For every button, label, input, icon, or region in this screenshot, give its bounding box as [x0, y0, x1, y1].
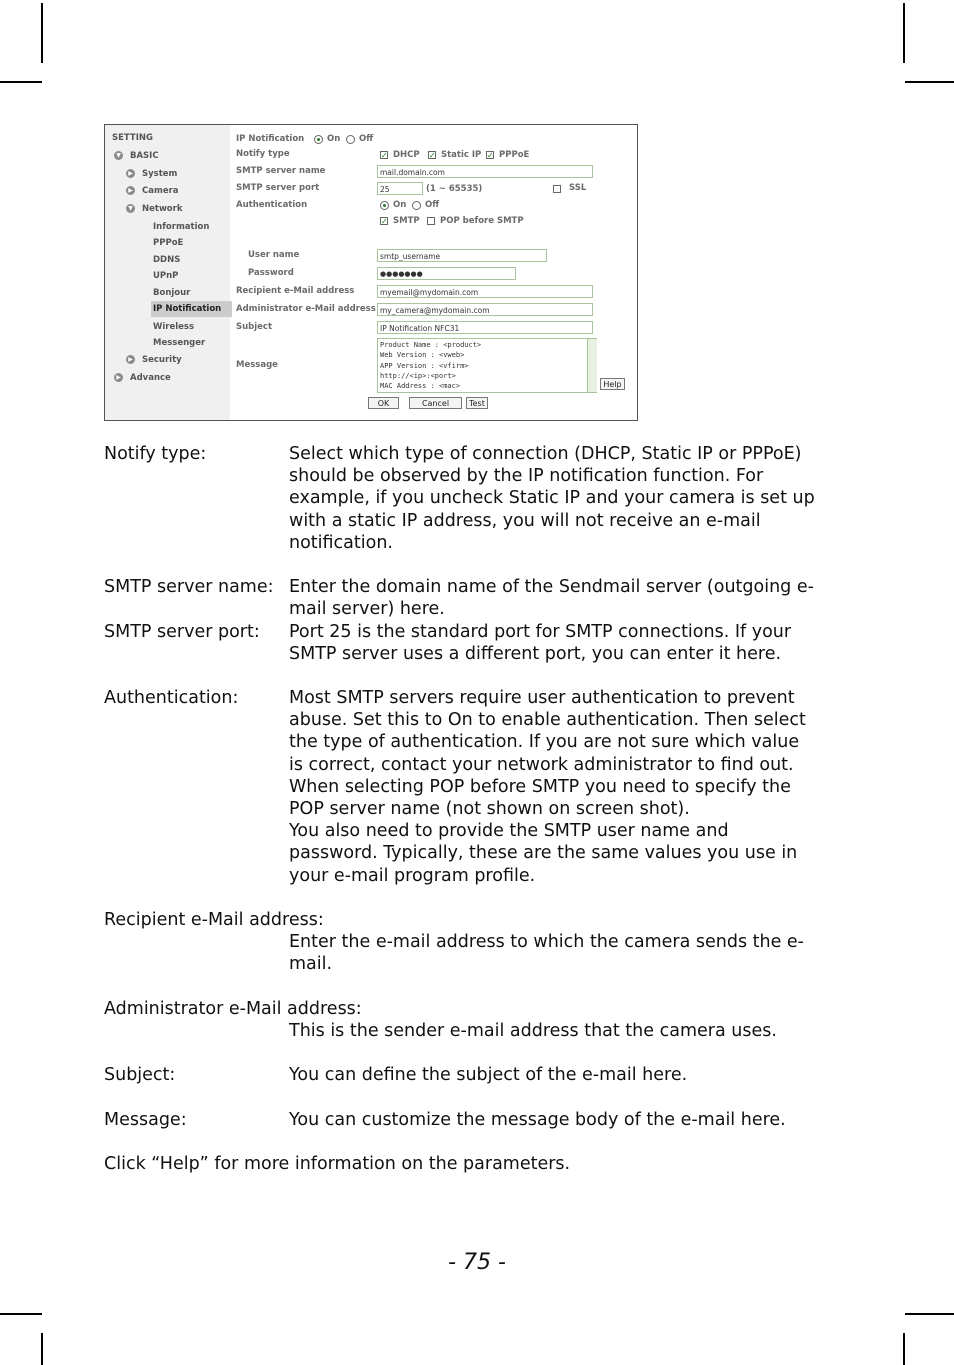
sidebar-item-bonjour[interactable]: Bonjour	[153, 288, 191, 298]
recipient-desc	[289, 931, 849, 975]
desc-line: Enter the domain name of the Sendmail server (outgoing e-	[289, 577, 814, 597]
auth-on-label: On	[393, 200, 407, 210]
desc-line: You can customize the message body of the e-mail here.	[289, 1110, 786, 1130]
sidebar-item-security[interactable]: Security	[142, 355, 182, 365]
sidebar-item-advance[interactable]: Advance	[130, 373, 171, 383]
admin-email-input[interactable]: my_camera@mydomain.com	[377, 303, 593, 316]
user-name-label: User name	[248, 250, 300, 260]
message-line: http://<ip>:<port>	[380, 371, 456, 380]
desc-line: should be observed by the IP notification function. For	[289, 466, 764, 487]
ip-notification-on-label: On	[327, 134, 341, 144]
sidebar-heading-setting: SETTING	[112, 133, 153, 143]
static-ip-checkbox[interactable]: ✓	[429, 151, 436, 160]
desc-line: example, if you uncheck Static IP and your camera is set up	[289, 488, 815, 509]
authentication-term: Authentication:	[104, 688, 239, 708]
desc-line: mail server) here.	[289, 599, 445, 620]
expand-arrow-icon[interactable]: ▶	[126, 186, 135, 195]
desc-line: You can define the subject of the e-mail here.	[289, 1065, 688, 1085]
admin-term: Administrator e-Mail address:	[104, 999, 362, 1019]
desc-line: POP server name (not shown on screen shot).	[289, 799, 690, 820]
sidebar-item-camera[interactable]: Camera	[142, 186, 179, 196]
dhcp-checkbox[interactable]: ✓	[381, 151, 388, 160]
message-term: Message:	[104, 1110, 187, 1130]
desc-line: mail.	[289, 954, 333, 975]
password-input[interactable]: ●●●●●●●	[377, 267, 516, 280]
admin-email-label: Administrator e-Mail address	[236, 304, 376, 314]
subject-term: Subject:	[104, 1065, 176, 1085]
notify-type-label: Notify type	[236, 149, 290, 159]
message-line: Product Name : <product>	[380, 341, 482, 349]
collapse-arrow-icon[interactable]: ▼	[114, 151, 123, 160]
sidebar-item-basic[interactable]: BASIC	[130, 151, 159, 161]
help-button[interactable]: Help	[600, 378, 625, 390]
smtp-name-desc	[289, 576, 849, 620]
message-line: Web Version : <vweb>	[380, 351, 465, 360]
notify-type-term: Notify type:	[104, 444, 207, 464]
desc-line: notification.	[289, 532, 393, 553]
desc-line: is correct, contact your network administrator to find out.	[289, 754, 794, 775]
desc-line: with a static IP address, you will not receive an e-mail	[289, 510, 761, 531]
desc-line: This is the sender e-mail address that the camera uses.	[289, 1021, 777, 1041]
message-label: Message	[236, 360, 278, 370]
desc-line: Enter the e-mail address to which the camera sends the e-	[289, 932, 804, 952]
message-line: MAC Address : <mac>	[380, 382, 461, 391]
smtp-name-term: SMTP server name:	[104, 577, 274, 597]
recipient-term: Recipient e-Mail address:	[104, 910, 324, 930]
ip-notification-label: IP Notification	[236, 134, 305, 144]
collapse-arrow-icon[interactable]: ▼	[126, 204, 135, 213]
smtp-server-port-label: SMTP server port	[236, 183, 320, 193]
sidebar-item-ip-notification[interactable]: IP Notification	[151, 301, 232, 317]
message-desc	[289, 1109, 849, 1131]
help-note: Click “Help” for more information on the parameters.	[104, 1154, 571, 1174]
pop-before-smtp-label: POP before SMTP	[440, 216, 524, 226]
sidebar-item-network[interactable]: Network	[142, 204, 183, 214]
desc-line: When selecting POP before SMTP you need to specify the	[289, 776, 791, 797]
password-label: Password	[248, 268, 294, 278]
desc-line: abuse. Set this to On to enable authentication. Then select	[289, 710, 806, 731]
desc-line: Most SMTP servers require user authentication to prevent	[289, 688, 795, 708]
sidebar-item-system[interactable]: System	[142, 169, 178, 179]
user-name-input[interactable]: smtp_username	[377, 249, 547, 262]
sidebar-item-messenger[interactable]: Messenger	[153, 338, 206, 348]
sidebar-item-upnp[interactable]: UPnP	[153, 271, 179, 281]
desc-line: SMTP server uses a different port, you can enter it here.	[289, 644, 782, 665]
sidebar-item-ddns[interactable]: DDNS	[153, 255, 181, 265]
message-line: APP Version : <vfirm>	[380, 361, 469, 370]
expand-arrow-icon[interactable]: ▶	[114, 373, 123, 382]
ip-notification-off-label: Off	[359, 134, 374, 144]
port-range-hint: (1 ~ 65535)	[426, 184, 483, 194]
sidebar-item-wireless[interactable]: Wireless	[153, 322, 195, 332]
desc-line: your e-mail program profile.	[289, 865, 536, 886]
cancel-button[interactable]: Cancel	[409, 397, 462, 409]
sidebar-item-pppoe[interactable]: PPPoE	[153, 238, 184, 248]
authentication-label: Authentication	[236, 200, 308, 210]
smtp-server-name-label: SMTP server name	[236, 166, 326, 176]
recipient-email-label: Recipient e-Mail address	[236, 286, 355, 296]
pppoe-label: PPPoE	[499, 150, 530, 160]
smtp-server-port-input[interactable]: 25	[377, 182, 423, 195]
smtp-port-term: SMTP server port:	[104, 622, 260, 642]
subject-desc	[289, 1064, 849, 1086]
subject-input[interactable]: IP Notification NFC31	[377, 321, 593, 334]
desc-line: You also need to provide the SMTP user name and	[289, 821, 729, 842]
authentication-desc	[289, 687, 849, 887]
smtp-server-name-input[interactable]: mail.domain.com	[377, 165, 593, 178]
desc-line: Port 25 is the standard port for SMTP connections. If your	[289, 622, 792, 642]
smtp-auth-label: SMTP	[393, 216, 420, 226]
expand-arrow-icon[interactable]: ▶	[126, 355, 135, 364]
static-ip-label: Static IP	[441, 150, 482, 160]
admin-desc	[289, 1020, 849, 1042]
ssl-label: SSL	[569, 183, 587, 193]
desc-line: Select which type of connection (DHCP, Static IP or PPPoE)	[289, 444, 802, 464]
expand-arrow-icon[interactable]: ▶	[126, 169, 135, 178]
page-number: - 75 -	[448, 1250, 506, 1275]
pppoe-checkbox[interactable]: ✓	[487, 151, 494, 160]
sidebar-item-information[interactable]: Information	[153, 222, 210, 232]
ok-button[interactable]: OK	[368, 397, 399, 409]
smtp-port-desc	[289, 621, 849, 665]
dhcp-label: DHCP	[393, 150, 420, 160]
smtp-auth-checkbox[interactable]: ✓	[381, 217, 388, 226]
auth-off-label: Off	[425, 200, 440, 210]
desc-line: password. Typically, these are the same values you use in	[289, 843, 798, 864]
test-button[interactable]: Test	[466, 397, 488, 409]
notify-type-desc	[289, 443, 849, 554]
recipient-email-input[interactable]: myemail@mydomain.com	[377, 285, 593, 298]
subject-label: Subject	[236, 322, 273, 332]
desc-line: the type of authentication. If you are not sure which value	[289, 732, 800, 753]
